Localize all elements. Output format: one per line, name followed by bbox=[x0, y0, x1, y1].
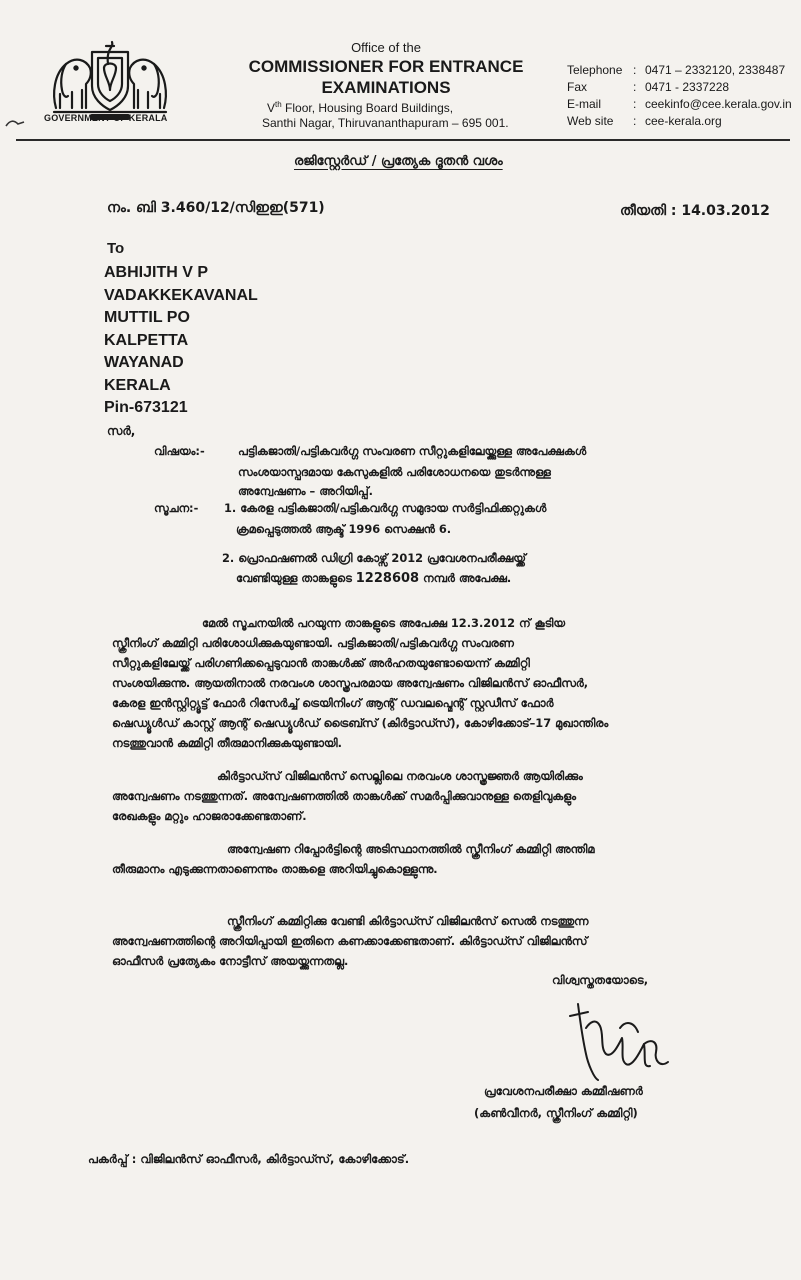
paragraph-line: തീരുമാനം എടുക്കുന്നതാണെന്നും താങ്കളെ അറിയിച്ചുകൊള്ളുന്നു. bbox=[112, 862, 438, 876]
signature-mark bbox=[560, 998, 700, 1082]
letter-heading: രജിസ്റ്റേർഡ് / പ്രത്യേക ദൂതൻ വശം bbox=[294, 154, 503, 169]
signatory-title: പ്രവേശനപരീക്ഷാ കമ്മീഷണർ bbox=[484, 1084, 643, 1098]
body-paragraph-4 bbox=[112, 911, 722, 971]
paragraph-line: കേരള ഇൻസ്റ്റിറ്റ്യൂട്ട് ഫോർ റിസേർച്ച് ട്രെയിനിംഗ് ആന്റ് ഡവലപ്മെന്റ് സ്റ്റഡീസ് ഫോർ bbox=[112, 696, 554, 710]
subject-line: അന്വേഷണം – അറിയിപ്പ്. bbox=[238, 484, 374, 498]
paragraph-line: അന്വേഷണത്തിന്റെ അറിയിപ്പായി ഇതിനെ കണക്കാക്കേണ്ടതാണ്. കിർട്ടാഡ്സ് വിജിലൻസ് bbox=[112, 934, 588, 948]
body-paragraph-1 bbox=[112, 613, 722, 753]
paragraph-line: അന്വേഷണം നടത്തുന്നത്. അന്വേഷണത്തിൽ താങ്കൾക്ക് സമർപ്പിക്കുവാനുള്ള തെളിവുകളും bbox=[112, 789, 577, 803]
paragraph-line: സീറ്റുകളിലേയ്ക്ക് പരിഗണിക്കപ്പെടുവാൻ താങ്കൾക്ക് അർഹതയുണ്ടോയെന്ന് കമ്മിറ്റി bbox=[112, 656, 530, 670]
subject-line: സംശയാസ്പദമായ കേസുകളിൽ പരിശോധനയെ തുടർന്നുള്ള bbox=[238, 465, 551, 479]
paragraph-line: നടത്തുവാൻ കമ്മിറ്റി തീരുമാനിക്കുകയുണ്ടായി. bbox=[112, 736, 342, 750]
recipient-line: MUTTIL PO bbox=[104, 309, 190, 326]
signatory-subtitle: (കൺവീനർ, സ്ക്രീനിംഗ് കമ്മിറ്റി) bbox=[474, 1106, 638, 1120]
recipient-address bbox=[104, 262, 258, 420]
reference-label: സൂചന:- bbox=[154, 501, 199, 515]
reference-2-line-1: 2. പ്രൊഫഷണൽ ഡിഗ്രി കോഴ്സ് 2012 പ്രവേശനപരീക്ഷയ്ക്ക് bbox=[222, 551, 526, 565]
contact-fax: Fax : 0471 - 2337228 bbox=[567, 80, 730, 94]
address-line-2: Santhi Nagar, Thiruvananthapuram – 695 001. bbox=[262, 116, 509, 130]
letter-date: തീയതി : 14.03.2012 bbox=[620, 203, 770, 219]
paragraph-line: അന്വേഷണ റിപ്പോർട്ടിന്റെ അടിസ്ഥാനത്തിൽ സ്ക്രീനിംഗ് കമ്മിറ്റി അന്തിമ bbox=[227, 842, 595, 856]
body-paragraph-3 bbox=[112, 839, 722, 879]
paragraph-line: ഓഫീസർ പ്രത്യേകം നോട്ടീസ് അയയ്ക്കുന്നതല്ല. bbox=[112, 954, 349, 968]
paragraph-line: കിർട്ടാഡ്സ് വിജിലൻസ് സെല്ലിലെ നരവംശ ശാസ്ത്രജ്ഞർ ആയിരിക്കും bbox=[217, 769, 583, 783]
org-title: COMMISSIONER FOR ENTRANCE EXAMINATIONS bbox=[248, 57, 524, 97]
closing: വിശ്വസ്തതയോടെ, bbox=[552, 973, 649, 987]
copy-to: പകർപ്പ് : വിജിലൻസ് ഓഫീസർ, കിർട്ടാഡ്സ്, കോഴിക്കോട്. bbox=[88, 1152, 410, 1166]
to-label: To bbox=[107, 240, 125, 257]
subject-line: പട്ടികജാതി/പട്ടികവർഗ്ഗ സംവരണ സീറ്റുകളിലേയ്ക്കുള്ള അപേക്ഷകൾ bbox=[238, 444, 587, 458]
contact-website: Web site : cee-kerala.org bbox=[567, 114, 722, 128]
paragraph-line: സ്ക്രീനിംഗ് കമ്മിറ്റിക്കു വേണ്ടി കിർട്ടാഡ്സ് വിജിലൻസ് സെൽ നടത്തുന്ന bbox=[227, 914, 589, 928]
recipient-line: KERALA bbox=[104, 376, 171, 394]
reference-2-line-2: വേണ്ടിയുള്ള താങ്കളുടെ 1228608 നമ്പർ അപേക്ഷ. bbox=[236, 571, 512, 586]
contact-block bbox=[567, 62, 792, 130]
reference-1-line-2: ക്രമപ്പെടുത്തൽ ആക്ട് 1996 സെക്ഷൻ 6. bbox=[236, 522, 452, 536]
body-paragraph-2 bbox=[112, 766, 722, 826]
recipient-line: WAYANAD bbox=[104, 354, 184, 371]
paragraph-line: സ്ക്രീനിംഗ് കമ്മിറ്റി പരിശോധിക്കുകയുണ്ടായി. പട്ടികജാതി/പട്ടികവർഗ്ഗ സംവരണ bbox=[112, 636, 514, 650]
office-of-label: Office of the bbox=[351, 40, 421, 55]
recipient-name: ABHIJITH V P bbox=[104, 264, 209, 281]
salutation: സർ, bbox=[107, 424, 136, 438]
edge-mark bbox=[4, 118, 26, 128]
contact-telephone: Telephone : 0471 – 2332120, 2338487 bbox=[567, 63, 786, 77]
paragraph-line: ഷെഡ്യൂൾഡ് കാസ്റ്റ് ആന്റ് ഷെഡ്യൂൾഡ് ട്രൈബ്സ് (കിർട്ടാഡ്സ്), കോഴിക്കോട്–17 മുഖാന്തിരം bbox=[112, 716, 609, 730]
recipient-line: KALPETTA bbox=[104, 331, 189, 349]
emblem-caption: GOVERNMENT OF KERALA bbox=[44, 113, 168, 123]
recipient-pin: Pin-673121 bbox=[104, 399, 188, 416]
header-divider bbox=[16, 139, 790, 141]
recipient-line: VADAKKEKAVANAL bbox=[104, 286, 258, 304]
application-number: 1228608 bbox=[355, 571, 420, 586]
paragraph-line: മേൽ സൂചനയിൽ പറയുന്ന താങ്കളുടെ അപേക്ഷ 12.3.2012 ന് കൂടിയ bbox=[202, 616, 565, 630]
paragraph-line: രേഖകളും മറ്റും ഹാജരാക്കേണ്ടതാണ്. bbox=[112, 809, 307, 823]
reference-1-line-1: 1. കേരള പട്ടികജാതി/പട്ടികവർഗ്ഗ സമുദായ സർട്ടിഫിക്കറ്റുകൾ bbox=[224, 501, 547, 515]
reference-number: നം. ബി 3.460/12/സിഇഇ(571) bbox=[107, 200, 325, 216]
address-line-1: Vth Floor, Housing Board Buildings, bbox=[267, 100, 454, 115]
subject-label: വിഷയം:- bbox=[154, 444, 205, 458]
paragraph-line: സംശയിക്കുന്നു. ആയതിനാൽ നരവംശ ശാസ്ത്രപരമായ അന്വേഷണം വിജിലൻസ് ഓഫീസർ, bbox=[112, 676, 589, 690]
contact-email: E-mail : ceekinfo@cee.kerala.gov.in bbox=[567, 97, 792, 111]
